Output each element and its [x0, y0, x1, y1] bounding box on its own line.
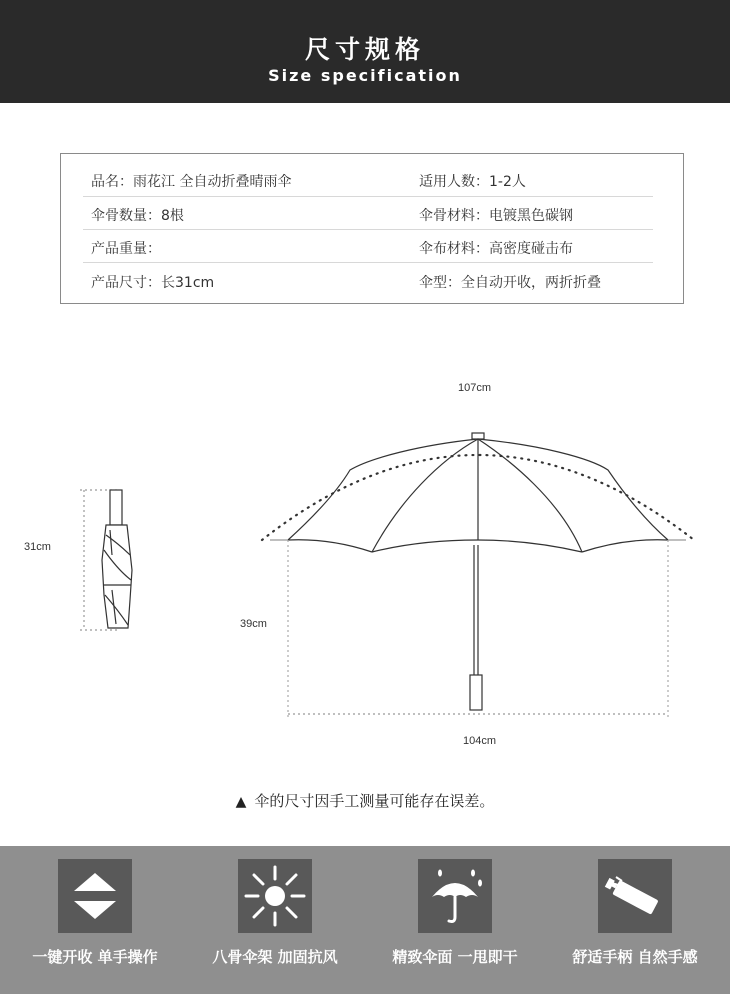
- feature-label: 八骨伞架 加固抗风: [212, 948, 338, 966]
- spec-weight: 产品重量：: [91, 241, 161, 257]
- umbrella-rain-icon: [418, 859, 492, 933]
- folded-length-label: 31cm: [24, 541, 51, 553]
- spec-row: [83, 230, 661, 263]
- spec-capacity: 适用人数：1-2人: [419, 174, 526, 190]
- feature-label: 舒适手柄 自然手感: [572, 948, 698, 966]
- feature-item: [360, 846, 542, 994]
- triangle-icon: ▲: [235, 794, 247, 810]
- row-divider: [83, 262, 653, 263]
- open-close-arrows-icon: [58, 859, 132, 933]
- spec-row: [83, 197, 661, 230]
- umbrella-handle-icon: [598, 859, 672, 933]
- feature-bar: [0, 846, 730, 994]
- feature-item: [540, 846, 722, 994]
- spec-rib-material: 伞骨材料：电镀黑色碳钢: [419, 208, 573, 224]
- measurement-note: [0, 790, 730, 811]
- page-title: 尺寸规格: [304, 35, 425, 64]
- spec-size: 产品尺寸：长31cm: [91, 275, 215, 291]
- spec-table: [60, 153, 684, 304]
- header-banner: [0, 0, 730, 103]
- dimension-diagram: [0, 340, 730, 770]
- feature-item: [180, 846, 362, 994]
- spec-fabric: 伞布材料：高密度碰击布: [419, 241, 573, 257]
- folded-umbrella-drawing: [80, 490, 132, 630]
- feature-label: 一键开收 单手操作: [32, 948, 158, 966]
- note-text: 伞的尺寸因手工测量可能存在误差。: [254, 792, 495, 810]
- spec-row: [83, 264, 661, 297]
- height-label: 39cm: [240, 618, 267, 630]
- spec-product-name: 品名：雨花江 全自动折叠晴雨伞: [91, 174, 292, 190]
- umbrella-diagram: [0, 340, 730, 770]
- page-subtitle: Size specification: [268, 66, 462, 85]
- arc-dimension-label: 107cm: [458, 382, 492, 394]
- width-label: 104cm: [463, 735, 497, 747]
- spec-type: 伞型：全自动开收，两折折叠: [419, 275, 601, 291]
- feature-item: [0, 846, 182, 994]
- feature-label: 精致伞面 一甩即干: [392, 948, 518, 966]
- sun-icon: [238, 859, 312, 933]
- open-umbrella-drawing: [270, 433, 686, 718]
- spec-row: [83, 163, 661, 196]
- spec-rib-count: 伞骨数量：8根: [91, 208, 184, 224]
